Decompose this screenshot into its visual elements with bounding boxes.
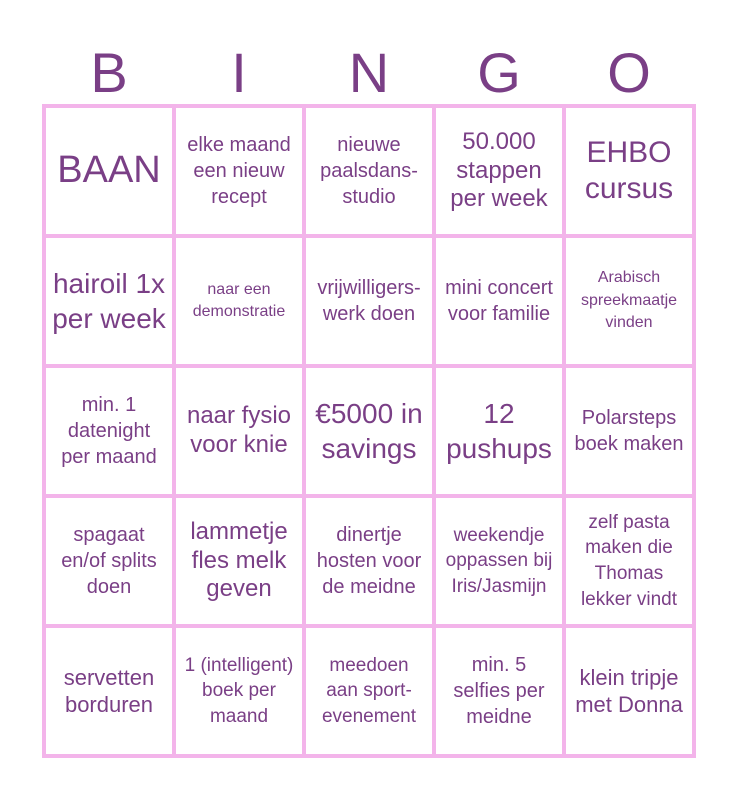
- cell-text: meedoen aan sport-evenement: [321, 654, 416, 727]
- bingo-cell[interactable]: [44, 236, 174, 366]
- cell-text: spagaat en/of splits doen: [61, 524, 157, 598]
- bingo-header: [44, 40, 694, 106]
- cell-text: mini concert voor familie: [445, 277, 553, 325]
- cell-text: servetten borduren: [63, 664, 155, 717]
- bingo-cell[interactable]: [44, 106, 174, 236]
- bingo-cell[interactable]: [44, 496, 174, 626]
- header-letter-n: N: [348, 41, 390, 104]
- cell-text: min. 5 selfies per meidne: [453, 654, 545, 728]
- bingo-cell[interactable]: [304, 236, 434, 366]
- cell-text: lammetje fles melk geven: [190, 517, 288, 603]
- bingo-cell[interactable]: [174, 626, 304, 756]
- cell-text: nieuwe paalsdans-studio: [320, 134, 418, 208]
- cell-text: BAAN: [57, 149, 161, 192]
- bingo-card-grid: [42, 104, 696, 758]
- header-letter-g: G: [477, 41, 521, 104]
- header-letter-b: B: [90, 41, 128, 104]
- bingo-cell[interactable]: [434, 626, 564, 756]
- cell-text: zelf pasta maken die Thomas lekker vindt: [580, 511, 678, 610]
- cell-text: dinertje hosten voor de meidne: [316, 524, 422, 598]
- cell-text: 12 pushups: [446, 398, 552, 464]
- bingo-cell[interactable]: [304, 496, 434, 626]
- cell-text: €5000 in savings: [315, 398, 423, 464]
- cell-text: naar fysio voor knie: [186, 402, 292, 458]
- bingo-cell[interactable]: [304, 106, 434, 236]
- cell-text: hairoil 1x per week: [52, 268, 166, 334]
- bingo-cell[interactable]: [434, 496, 564, 626]
- bingo-cell[interactable]: [304, 626, 434, 756]
- cell-text: klein tripje met Donna: [575, 664, 683, 717]
- bingo-cell[interactable]: [174, 496, 304, 626]
- cell-text: weekendje oppassen bij Iris/Jasmijn: [445, 524, 553, 597]
- cell-text: EHBO cursus: [584, 136, 674, 205]
- bingo-cell[interactable]: [434, 236, 564, 366]
- bingo-cell[interactable]: [564, 626, 694, 756]
- header-letter-o: O: [607, 41, 651, 104]
- cell-text: naar een demonstratie: [192, 280, 286, 320]
- bingo-cell[interactable]: [44, 366, 174, 496]
- bingo-cell[interactable]: [434, 106, 564, 236]
- bingo-cell[interactable]: [44, 626, 174, 756]
- bingo-cell[interactable]: [564, 236, 694, 366]
- bingo-cell[interactable]: [434, 366, 564, 496]
- cell-text: min. 1 datenight per maand: [61, 394, 157, 468]
- bingo-cell[interactable]: [564, 496, 694, 626]
- cell-text: 1 (intelligent) boek per maand: [184, 654, 294, 727]
- cell-text: 50.000 stappen per week: [450, 127, 548, 213]
- header-letter-i: I: [231, 41, 247, 104]
- bingo-cell[interactable]: [174, 366, 304, 496]
- bingo-cell[interactable]: [564, 366, 694, 496]
- cell-text: elke maand een nieuw recept: [187, 134, 291, 208]
- bingo-cell[interactable]: [564, 106, 694, 236]
- bingo-cell[interactable]: [174, 106, 304, 236]
- cell-text: Arabisch spreekmaatje vinden: [580, 269, 678, 332]
- bingo-cell[interactable]: [304, 366, 434, 496]
- bingo-cell[interactable]: [174, 236, 304, 366]
- cell-text: Polarsteps boek maken: [574, 407, 684, 455]
- cell-text: vrijwilligers-werk doen: [317, 277, 421, 325]
